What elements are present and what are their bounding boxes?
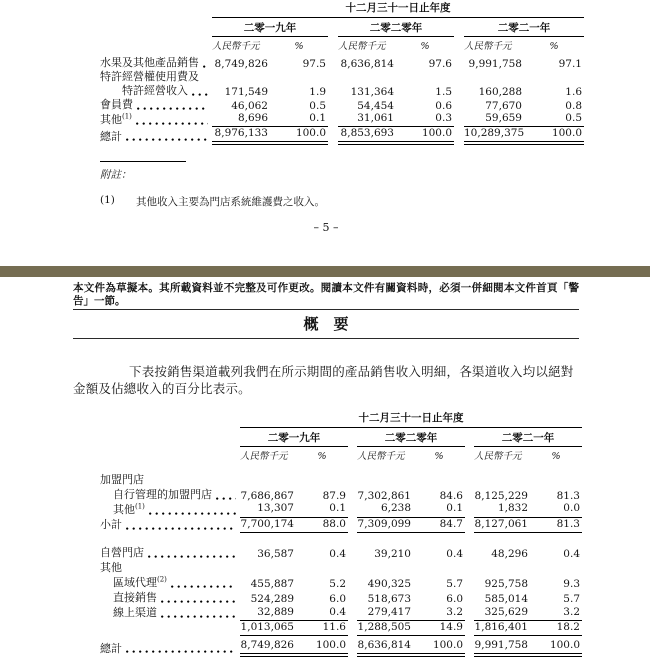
year-header-cell: 二零二一年 <box>464 18 584 37</box>
row-label <box>100 575 240 590</box>
footnote-ref: (2) <box>157 575 167 584</box>
column-gap <box>465 517 474 532</box>
row-label <box>100 112 212 127</box>
row-label <box>100 487 240 502</box>
percent-header-cell: % <box>549 41 559 53</box>
row-label-text: 其他$^{(1)}$ <box>113 502 145 517</box>
percent-cell: 0.6 <box>435 99 452 112</box>
percent-cell: 1.5 <box>435 85 452 98</box>
page-2 <box>0 280 650 657</box>
percent-cell: 0.1 <box>419 502 465 517</box>
dot-leader <box>136 122 208 125</box>
intro-paragraph: 下表按銷售渠道載列我們在所示期間的產品銷售收入明細，各渠道收入均以絕對金額及佔總收入的百分比表示。 <box>73 364 574 396</box>
amount-cell <box>357 472 419 487</box>
column-gap <box>465 428 474 447</box>
column-gap <box>465 487 474 502</box>
amount-cell: 490,325 <box>367 578 411 591</box>
column-gap <box>348 545 357 560</box>
amount-cell: 7,700,174 <box>240 517 302 532</box>
notes-label: 附註： <box>100 169 132 182</box>
amount-cell <box>474 472 536 487</box>
percent-cell: 9.3 <box>563 578 580 591</box>
page-separator-band <box>0 266 650 277</box>
percent-cell: 84.6 <box>439 489 463 502</box>
percent-header-cell: % <box>434 451 444 463</box>
row-label <box>100 127 212 144</box>
column-gap <box>348 620 357 635</box>
column-gap <box>348 517 357 532</box>
percent-cell: 6.0 <box>329 593 346 606</box>
page-1-content <box>73 2 582 235</box>
row-label <box>100 560 240 575</box>
dot-leader <box>126 138 208 141</box>
column-gap <box>328 84 338 98</box>
column-gap <box>465 620 474 635</box>
column-gap <box>348 487 357 502</box>
row-label <box>100 84 212 98</box>
column-gap <box>348 428 357 447</box>
column-gap <box>454 56 464 70</box>
amount-cell <box>357 560 419 575</box>
amount-cell <box>338 70 402 84</box>
spacer-row <box>100 532 582 545</box>
dot-leader <box>148 555 236 558</box>
column-gap <box>328 70 338 84</box>
percent-cell: 0.4 <box>329 548 346 561</box>
column-gap <box>454 70 464 84</box>
percent-cell: 0.5 <box>530 112 584 127</box>
row-label <box>100 590 240 605</box>
table-row <box>100 517 582 532</box>
percent-cell: 97.5 <box>302 57 326 70</box>
table-row <box>100 70 584 84</box>
footnote-separator-rule <box>100 161 186 162</box>
column-gap <box>348 605 357 620</box>
percent-cell: 0.4 <box>563 548 580 561</box>
year-header-cell: 二零二一年 <box>474 428 582 447</box>
amount-cell: 39,210 <box>374 548 411 561</box>
row-label <box>100 545 240 560</box>
table-row <box>100 545 582 560</box>
column-gap <box>465 502 474 517</box>
percent-cell: 87.9 <box>322 489 346 502</box>
amount-cell: 32,889 <box>240 605 302 620</box>
row-label <box>100 70 212 84</box>
column-gap <box>348 502 357 517</box>
percent-cell: 1.9 <box>309 85 326 98</box>
percent-cell: 0.8 <box>565 99 582 112</box>
amount-cell: 524,289 <box>250 593 294 606</box>
table-row <box>100 605 582 620</box>
column-gap <box>348 639 357 655</box>
period-header-cell: 十二月三十一日止年度 <box>240 412 582 428</box>
amount-cell: 131,364 <box>350 85 394 98</box>
amount-cell: 171,549 <box>224 85 268 98</box>
amount-cell: 8,976,133 <box>212 127 276 144</box>
percent-cell: 84.7 <box>419 517 465 532</box>
percent-header-cell: % <box>420 41 430 53</box>
table-row <box>100 590 582 605</box>
amount-cell: 9,991,758 <box>468 57 522 70</box>
dot-leader <box>126 650 236 653</box>
amount-cell: 1,816,401 <box>474 620 536 635</box>
period-header-row <box>100 2 584 18</box>
row-label-text: 區域代理$^{(2)}$ <box>113 575 167 590</box>
row-label-text: 自行管理的加盟門店 <box>113 488 212 502</box>
column-gap <box>328 18 338 37</box>
percent-cell: 0.1 <box>276 112 328 127</box>
sales-channel-table <box>100 412 582 657</box>
amount-cell: 59,659 <box>464 112 530 127</box>
amount-cell: 7,309,099 <box>357 517 419 532</box>
table-row <box>100 127 584 144</box>
column-gap <box>465 639 474 655</box>
percent-cell: 97.1 <box>558 57 582 70</box>
percent-header-cell: % <box>294 41 304 53</box>
amount-cell: 279,417 <box>357 605 419 620</box>
footnote-number: (1) <box>100 194 115 207</box>
percent-cell: 0.4 <box>446 548 463 561</box>
table-row <box>100 487 582 502</box>
amount-cell: 8,749,826 <box>240 639 302 655</box>
percent-cell <box>530 70 584 84</box>
percent-cell: 3.2 <box>419 605 465 620</box>
column-gap <box>465 575 474 590</box>
amount-cell <box>240 560 302 575</box>
percent-cell <box>419 560 465 575</box>
percent-cell: 5.2 <box>329 578 346 591</box>
page-1 <box>0 2 650 234</box>
percent-cell: 14.9 <box>419 620 465 635</box>
percent-cell: 100.0 <box>302 639 348 655</box>
dot-leader <box>192 93 208 96</box>
percent-cell: 0.1 <box>302 502 348 517</box>
amount-cell: 8,749,826 <box>214 57 268 70</box>
sales-channel-table-wrap <box>73 412 579 657</box>
amount-cell: 13,307 <box>240 502 302 517</box>
column-gap <box>454 37 464 56</box>
year-header-cell: 二零二零年 <box>357 428 465 447</box>
amount-cell: 7,302,861 <box>357 489 411 502</box>
amount-cell: 6,238 <box>357 502 419 517</box>
percent-cell: 88.0 <box>302 517 348 532</box>
dot-leader <box>161 600 236 603</box>
unit-header-row <box>100 447 582 466</box>
amount-cell: 48,296 <box>491 548 528 561</box>
column-gap <box>328 127 338 144</box>
row-label <box>100 472 240 487</box>
revenue-breakdown-table <box>100 2 584 145</box>
percent-cell: 3.2 <box>536 605 582 620</box>
table-row <box>100 56 584 70</box>
table-row <box>100 84 584 98</box>
row-label-text: 水果及其他產品銷售 <box>100 56 199 70</box>
amount-cell: 7,686,867 <box>240 489 294 502</box>
table-row <box>100 639 582 655</box>
row-label-text: 總計 <box>100 129 122 143</box>
amount-cell: 36,587 <box>257 548 294 561</box>
year-header-cell: 二零二零年 <box>338 18 454 37</box>
year-header-cell: 二零一九年 <box>212 18 328 37</box>
column-gap <box>454 18 464 37</box>
column-gap <box>465 472 474 487</box>
percent-cell: 0.3 <box>402 112 454 127</box>
column-gap <box>465 560 474 575</box>
amount-cell <box>464 70 530 84</box>
footnote-item <box>100 194 579 209</box>
percent-cell <box>419 472 465 487</box>
section-heading: 概 要 <box>73 309 579 339</box>
amount-cell <box>212 70 276 84</box>
column-gap <box>454 127 464 144</box>
column-gap <box>454 98 464 112</box>
row-label <box>100 56 212 70</box>
amount-cell: 1,288,505 <box>357 620 419 635</box>
column-gap <box>328 112 338 127</box>
table-row <box>100 472 582 487</box>
percent-cell <box>536 560 582 575</box>
unit-header-cell: 人民幣千元 <box>240 451 288 463</box>
draft-warning-text: 本文件為草擬本。其所載資料並不完整及可作更改。閱讀本文件有關資料時，必須一併細閱本文件首頁「警告」一節。 <box>73 282 579 307</box>
row-label <box>100 620 240 635</box>
dot-leader <box>171 585 236 588</box>
column-gap <box>348 590 357 605</box>
percent-cell <box>302 472 348 487</box>
amount-cell: 8,636,814 <box>340 57 394 70</box>
percent-cell <box>276 70 328 84</box>
dot-leader <box>161 615 236 618</box>
row-label-text: 小計 <box>100 518 122 532</box>
row-label <box>100 639 240 655</box>
unit-header-cell: 人民幣千元 <box>474 451 522 463</box>
amount-cell: 9,991,758 <box>474 639 536 655</box>
period-header-cell: 十二月三十一日止年度 <box>212 2 584 18</box>
amount-cell: 8,696 <box>212 112 276 127</box>
row-label-text: 特許經營收入 <box>122 84 188 98</box>
amount-cell: 31,061 <box>338 112 402 127</box>
percent-cell: 100.0 <box>536 639 582 655</box>
percent-cell: 6.0 <box>446 593 463 606</box>
column-gap <box>465 590 474 605</box>
table-row <box>100 575 582 590</box>
amount-cell: 1,013,065 <box>240 620 302 635</box>
unit-header-cell: 人民幣千元 <box>464 41 512 53</box>
column-gap <box>348 447 357 466</box>
row-label-text: 直接銷售 <box>113 591 157 605</box>
amount-cell: 1,832 <box>474 502 536 517</box>
amount-cell <box>240 472 302 487</box>
percent-cell: 81.3 <box>536 517 582 532</box>
row-label-text: 加盟門店 <box>100 473 144 487</box>
column-gap <box>348 575 357 590</box>
period-header-row <box>100 412 582 428</box>
unit-header-row <box>100 37 584 56</box>
row-label <box>100 98 212 112</box>
table-row <box>100 112 584 127</box>
amount-cell: 455,887 <box>250 578 294 591</box>
amount-cell: 8,125,229 <box>474 489 528 502</box>
table-row <box>100 98 584 112</box>
percent-cell: 5.7 <box>563 593 580 606</box>
percent-cell: 100.0 <box>402 127 454 144</box>
row-label-text: 其他 <box>100 561 122 575</box>
amount-cell: 54,454 <box>357 99 394 112</box>
percent-cell <box>402 70 454 84</box>
year-header-row <box>100 18 584 37</box>
footnote-ref: (1) <box>122 112 132 121</box>
year-header-row <box>100 428 582 447</box>
unit-header-cell: 人民幣千元 <box>338 41 386 53</box>
dot-leader <box>126 527 236 530</box>
amount-cell: 325,629 <box>474 605 536 620</box>
percent-cell: 81.3 <box>556 489 580 502</box>
percent-cell: 100.0 <box>276 127 328 144</box>
row-label-text: 線上渠道 <box>113 606 157 620</box>
amount-cell: 160,288 <box>478 85 522 98</box>
column-gap <box>465 605 474 620</box>
amount-cell: 8,127,061 <box>474 517 536 532</box>
percent-header-cell: % <box>317 451 327 463</box>
percent-cell: 0.0 <box>536 502 582 517</box>
dot-leader <box>149 512 236 515</box>
percent-cell: 97.6 <box>428 57 452 70</box>
footnote-ref: (1) <box>135 502 145 511</box>
table-row <box>100 502 582 517</box>
row-label <box>100 502 240 517</box>
column-gap <box>454 112 464 127</box>
table-row <box>100 620 582 635</box>
column-gap <box>328 98 338 112</box>
percent-cell: 1.6 <box>565 85 582 98</box>
page-2-content <box>73 280 579 657</box>
dot-leader <box>203 65 208 68</box>
percent-cell: 5.7 <box>446 578 463 591</box>
unit-header-cell: 人民幣千元 <box>357 451 405 463</box>
percent-cell: 0.5 <box>309 99 326 112</box>
percent-cell: 18.2 <box>536 620 582 635</box>
amount-cell: 8,636,814 <box>357 639 419 655</box>
column-gap <box>454 84 464 98</box>
column-gap <box>465 447 474 466</box>
page-number: – 5 – <box>313 221 339 235</box>
row-label-text: 特許經營權使用費及 <box>100 70 199 84</box>
row-label <box>100 517 240 532</box>
row-label-text: 總計 <box>100 641 122 655</box>
column-gap <box>328 56 338 70</box>
table-row <box>100 560 582 575</box>
percent-cell <box>302 560 348 575</box>
amount-cell: 46,062 <box>231 99 268 112</box>
dot-leader <box>216 497 236 500</box>
amount-cell: 10,289,375 <box>464 127 530 144</box>
percent-cell: 0.4 <box>302 605 348 620</box>
column-gap <box>348 472 357 487</box>
dot-leader <box>137 107 208 110</box>
amount-cell: 77,670 <box>485 99 522 112</box>
row-label-text: 其他$^{(1)}$ <box>100 112 132 126</box>
amount-cell: 8,853,693 <box>338 127 402 144</box>
unit-header-cell: 人民幣千元 <box>212 41 260 53</box>
percent-cell: 100.0 <box>419 639 465 655</box>
percent-cell <box>536 472 582 487</box>
percent-cell: 100.0 <box>530 127 584 144</box>
amount-cell <box>474 560 536 575</box>
amount-cell: 925,758 <box>484 578 528 591</box>
row-label <box>100 605 240 620</box>
percent-header-cell: % <box>551 451 561 463</box>
row-label-text: 會員費 <box>100 98 133 112</box>
row-label-text: 自營門店 <box>100 546 144 560</box>
footnote-text: 其他收入主要為門店系統維護費之收入。 <box>136 196 325 209</box>
amount-cell: 585,014 <box>484 593 528 606</box>
column-gap <box>328 37 338 56</box>
column-gap <box>465 545 474 560</box>
amount-cell: 518,673 <box>367 593 411 606</box>
year-header-cell: 二零一九年 <box>240 428 348 447</box>
percent-cell: 11.6 <box>302 620 348 635</box>
column-gap <box>348 560 357 575</box>
